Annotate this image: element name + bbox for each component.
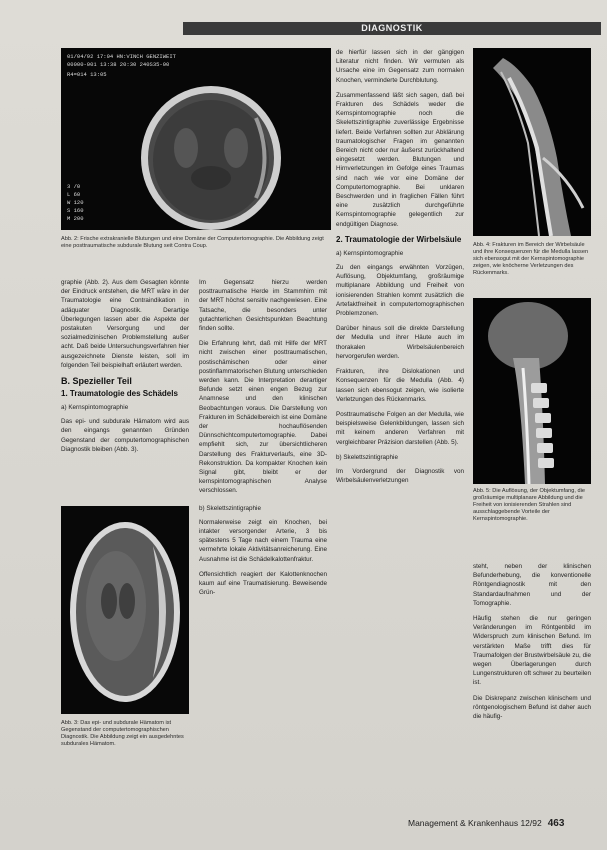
col2-subsection-label-b: b) Skelettszintigraphie (199, 504, 261, 512)
col2-paragraph-2: Die Erfahrung lehrt, daß mit Hilfe der MRT nicht zwischen einer posttraumatischen, postischämischen oder einer postinflammatorischen Blutung unterschieden werden kann. Die Interpretation derartiger Befunde setzt einen engen Bezug zur Anamnese und den klinischen Beobachtungen voraus. Die Darstellung von Frakturen im Schädelbereich ist eine Domäne der hochauflösenden Dünnschichtcomputertomographie. Dabei empfiehlt sich, zur übersichtlicheren Darstellung des Frakturverlaufs, eine 3D-Rekonstruktion. Da kompakter Knochen kein Signal gibt, bleibt er der kernspintomographischen Analyse verschlossen. (199, 340, 327, 495)
ct-head-image (61, 48, 331, 230)
col3-subsection-label-a: a) Kernspintomographie (336, 249, 404, 257)
page-footer (408, 818, 564, 829)
text-column-1 (61, 278, 189, 460)
section-heading-b: B. Spezieller Teil (61, 376, 132, 387)
ct-overlay-line-2: 00000-001 13:38 20:30 240S35-00 (67, 61, 170, 68)
col4-paragraph-1: steht, neben der klinischen Befunderhebung, die konventionelle Röntgendiagnostik mit den Standardaufnahmen und der Tomographie. (473, 563, 591, 607)
mri-spine-image-1 (473, 48, 591, 236)
ct-overlay-side-2: L 60 (67, 191, 81, 198)
figure-mri-spine-fracture (473, 48, 591, 236)
col1-paragraph-1: graphie (Abb. 2). Aus dem Gesagten könnte der Eindruck entstehen, die MRT wäre in der Traumatologie eine Contraindikation in adäquater Diagnostik. Derartige Überlegungen lassen aber die Aspekte der postakuten Versorgung und der sozialmedizinischen Problemstellung außer acht. Daß beide Untersuchungsverfahren hier ausgezeichnete Dienste leisten, soll im folgenden Teil beispielhaft erläutert werden. (61, 279, 189, 369)
ct-overlay-side-4: S 160 (67, 207, 84, 214)
ct-overlay-line-1: 01/04/92 17:04 HN:VINCH GENZIWEIT (67, 53, 176, 60)
ct-overlay-side-3: W 120 (67, 199, 84, 206)
col3-paragraph-3: Zu den eingangs erwähnten Vorzügen, Auflösung, Objektumfang, großräumige multiplanare Abbildung und Freiheit von ionisierenden Strahlen kommt zusätzlich die Artefaktfreiheit in computertomographischen Problemzonen. (336, 264, 464, 318)
figure-3-caption: Abb. 3: Das epi- und subdurale Hämatom ist Gegenstand der computertomographischen Diagnostik. Die Abbildung zeigt ein ausgedehntes subdurales Hämatom. (61, 720, 184, 747)
section-header: DIAGNOSTIK (183, 22, 601, 35)
figure-5-caption: Abb. 5: Die Auflösung, der Objektumfang, die großräumige multiplanare Abbildung und die Freiheit von ionisierenden Strahlen sind ausschlaggebende Vorteile der Kernspintomographie. (473, 488, 585, 522)
col4-paragraph-3: Die Diskrepanz zwischen klinischem und röntgenologischem Befund ist daher auch die häufig- (473, 694, 591, 721)
col2-paragraph-4: Offensichtlich reagiert der Kalottenknochen kaum auf eine Traumatisierung. Beweisende Grün- (199, 570, 327, 597)
col3-paragraph-5: Frakturen, ihre Dislokationen und Konsequenzen für die Medulla (Abb. 4) lassen sich ebensogut zeigen, wie isolierte Verletzungen des Rückenmarks. (336, 368, 464, 403)
subsection-heading-2: 2. Traumatologie der Wirbelsäule (336, 234, 462, 244)
col1-paragraph-2: Das epi- und subdurale Hämatom wird aus den eingangs genannten Gründen Gegenstand der computertomographischen Diagnostik bleiben (Abb. 3). (61, 418, 189, 453)
figure-mri-cervical-spine (473, 298, 591, 484)
col3-paragraph-1: de hierfür lassen sich in der gängigen Literatur nicht finden. Wir vermuten als Ursache eine im Gegensatz zum normalen Knochen, verminderte Durchblutung. (336, 49, 464, 84)
col2-paragraph-1: Im Gegensatz hierzu werden posttraumatische Herde im Stammhirn mit der MRT höchst sensitiv nachgewiesen. Eine Tatsache, die besonders unter gutachterlichen Gesichtspunkten Beachtung finden sollte. (199, 279, 327, 333)
ct-overlay-side-5: M 200 (67, 215, 84, 222)
figure-2-caption: Abb. 2: Frische extrakranielle Blutungen und eine Domäne der Computertomographie. Die Abbildung zeigt eine posttraumatische subdurale Blutung seit Contra Coup. (61, 236, 324, 249)
mri-spine-image-2 (473, 298, 591, 484)
ct-overlay-line-3: R4=014 13:05 (67, 71, 107, 78)
col3-paragraph-7: Im Vordergrund der Diagnostik von Wirbelsäulenverletzungen (336, 467, 464, 485)
col3-paragraph-6: Posttraumatische Folgen an der Medulla, wie beispielsweise Gelenkbildungen, lassen sich mit keinem anderen Verfahren mit vergleichbarer Präzision darstellen (Abb. 5). (336, 410, 464, 446)
figure-4-caption: Abb. 4: Frakturen im Bereich der Wirbelsäule und ihre Konsequenzen für die Medulla lassen sich ebensogut mit der Kernspintomographie zeigen, wie knöcherne Verletzungen des Rückenmarks. (473, 242, 589, 276)
ct-hematoma-image (61, 506, 189, 714)
text-column-3 (336, 48, 464, 491)
subsection-heading-1: 1. Traumatologie des Schädels (61, 389, 178, 399)
figure-ct-hematoma (61, 506, 189, 714)
col4-paragraph-2: Häufig stehen die nur geringen Veränderungen im Röntgenbild im Widerspruch zum klinischen Befund. Im verstärkten Maße trifft dies für Traumafolgen der Brustwirbelsäule zu, die wegen Überlagerungen durch Lungenstrukturen oft schwer zu beurteilen ist. (473, 615, 591, 687)
page-number: 463 (547, 818, 565, 829)
col3-subsection-label-b: b) Skelettszintigraphie (336, 453, 398, 461)
text-column-4 (473, 562, 591, 727)
journal-name: Management & Krankenhaus 12/92 (408, 818, 542, 828)
figure-ct-head (61, 48, 331, 230)
col3-paragraph-2: Zusammenfassend läßt sich sagen, daß bei Frakturen des Schädels weder die Kernspintomographie noch die Skelettszintigraphie zuverlässige Ergebnisse liefert. Beide Verfahren sollten zur Abklärung traumatologischer Fragen im genannten Bereich nicht oder nur äußerst zurückhaltend eingesetzt werden. Blutungen und Hirnverletzungen im Gefolge eines Traumas sind nach wie vor eine Domäne der Computertomographie. Bei unklaren Beschwerden und in fraglichen Fällen führt eine zusätzlich durchgeführte Kernspintomographie gelegentlich zur endgültigen Diagnose. (336, 91, 464, 228)
subsection-label-a: a) Kernspintomographie (61, 404, 129, 412)
ct-overlay-side-1: 3 /0 (67, 183, 81, 190)
col2-paragraph-3: Normalerweise zeigt ein Knochen, bei intakter versorgender Arterie, 3 bis spätestens 5 Tage nach einem Trauma eine vermehrte lokale Aktivitätsanreicherung. Eine Ausnahme ist die Schädelkalottenfraktur. (199, 518, 327, 563)
col3-paragraph-4: Darüber hinaus soll die direkte Darstellung der Medulla und ihrer Häute auch im thorakalen Wirbelsäulenbereich hervorgerufen werden. (336, 325, 464, 360)
text-column-2 (199, 278, 327, 604)
